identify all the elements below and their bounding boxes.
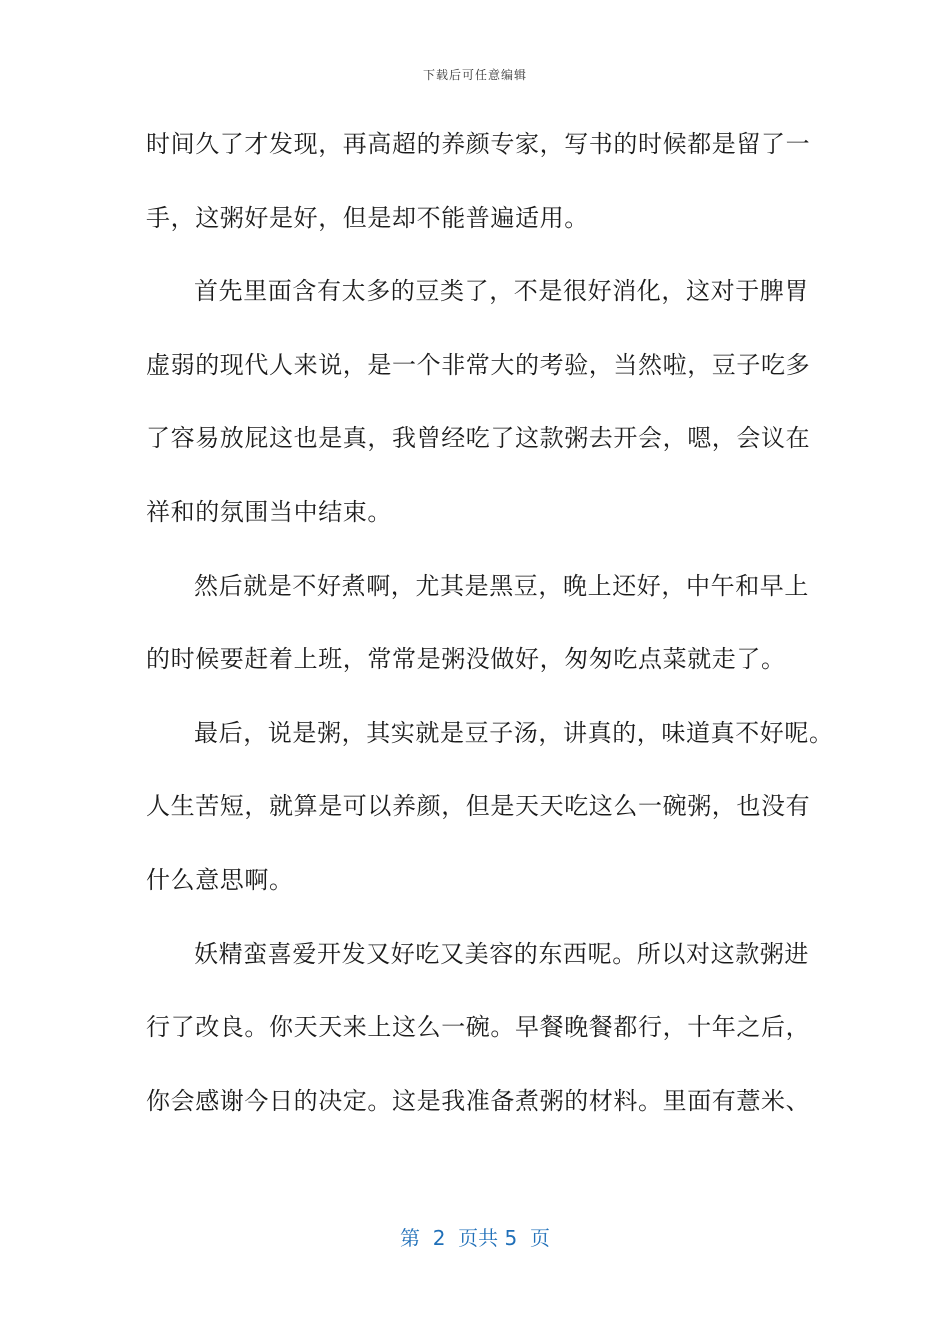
text-line: 妖精蛮喜爱开发又好吃又美容的东西呢。所以对这款粥进 xyxy=(194,939,809,968)
text-line: 人生苦短，就算是可以养颜，但是天天吃这么一碗粥，也没有 xyxy=(146,792,811,821)
text-line: 首先里面含有太多的豆类了，不是很好消化，这对于脾胃 xyxy=(194,277,809,306)
text-line: 什么意思啊。 xyxy=(146,865,294,894)
text-line: 然后就是不好煮啊，尤其是黑豆，晚上还好，中午和早上 xyxy=(194,571,809,600)
text-line: 的时候要赶着上班，常常是粥没做好，匆匆吃点菜就走了。 xyxy=(146,645,786,674)
text-line: 手，这粥好是好，但是却不能普遍适用。 xyxy=(146,203,589,232)
text-line: 你会感谢今日的决定。这是我准备煮粥的材料。里面有薏米、 xyxy=(146,1086,811,1115)
text-line: 虚弱的现代人来说，是一个非常大的考验，当然啦，豆子吃多 xyxy=(146,350,811,379)
text-line: 行了改良。你天天来上这么一碗。早餐晚餐都行，十年之后， xyxy=(146,1013,811,1042)
text-line: 最后，说是粥，其实就是豆子汤，讲真的，味道真不好呢。 xyxy=(194,718,834,747)
text-line: 了容易放屁这也是真，我曾经吃了这款粥去开会，嗯，会议在 xyxy=(146,424,811,453)
page-header-note: 下载后可任意编辑 xyxy=(422,68,527,82)
body-text xyxy=(146,112,834,1142)
page-number: 第 2 页共 5 页 xyxy=(400,1226,550,1250)
text-line: 时间久了才发现，再高超的养颜专家，写书的时候都是留了一 xyxy=(146,130,811,158)
text-line: 祥和的氛围当中结束。 xyxy=(146,497,392,526)
